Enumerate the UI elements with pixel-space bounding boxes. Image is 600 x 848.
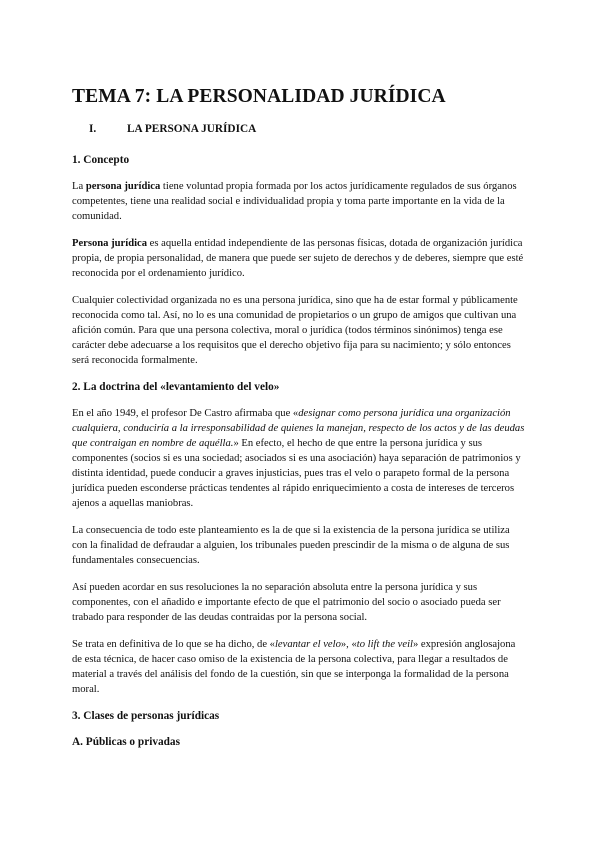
paragraph-7-phrase-es: levantar el velo <box>274 639 341 650</box>
paragraph-1-text-a: La <box>72 181 86 192</box>
subheading-clases: 3. Clases de personas jurídicas <box>72 710 220 722</box>
paragraph-7 <box>72 637 526 697</box>
section-title: LA PERSONA JURÍDICA <box>127 123 257 135</box>
paragraph-7-text-e: » expresión anglosajona de esta técnica, de hacer caso omiso de la existencia de la persona colectiva, para llegar a resultados de material a través del análisis del fondo de la cuestión, sin que se interponga la formalidad de la persona moral. <box>72 639 516 695</box>
subheading-publicas-privadas: A. Públicas o privadas <box>72 736 180 748</box>
paragraph-2 <box>72 236 526 281</box>
paragraph-4-quote: designar como persona jurídica una organización cualquiera, conduciría a la irresponsabilidad de quienes la manejan, respecto de los actos y de las deudas que contraigan en nombre de aquélla. <box>72 408 525 449</box>
paragraph-1-term: persona jurídica <box>85 181 161 192</box>
document-page <box>72 86 526 761</box>
paragraph-4-text-a: En el año 1949, el profesor De Castro afirmaba que « <box>72 408 299 419</box>
paragraph-4 <box>72 406 526 511</box>
section-number: I. <box>89 123 97 135</box>
paragraph-2-term: Persona jurídica <box>72 238 148 249</box>
paragraph-4-text-c: » En efecto, el hecho de que entre la persona jurídica y sus componentes (socios si es una sociedad; asociados si es una asociación) haya separación de patrimonios y distinta identidad, puede conducir a graves injusticias, pues tras el velo o parapeto formal de la persona jurídica pueden esconderse prácticas tendentes al rápido enriquecimiento a costa de intereses de terceros ajenos a aquellas maniobras. <box>72 438 521 509</box>
paragraph-3: Cualquier colectividad organizada no es una persona jurídica, sino que ha de estar formal y públicamente reconocida como tal. Así, no lo es una comunidad de propietarios o un grupo de amigos que cultivan una afición común. Para que una persona colectiva, moral o jurídica (todos términos sinónimos) tenga ese carácter debe adecuarse a los requisitos que el derecho objetivo fija para su nacimiento; y sólo entonces será reconocida formalmente. <box>72 295 518 366</box>
paragraph-6: Así pueden acordar en sus resoluciones la no separación absoluta entre la persona jurídica y sus componentes, con el añadido e importante efecto de que el patrimonio del socio o asociado pueda ser trabado para responder de las deudas contraidas por la persona social. <box>72 582 501 623</box>
paragraph-5: La consecuencia de todo este planteamiento es la de que si la existencia de la persona jurídica se utiliza con la finalidad de defraudar a alguien, los tribunales pueden prescindir de la misma o de alguna de sus fundamentales consecuencias. <box>72 525 510 566</box>
paragraph-7-text-a: Se trata en definitiva de lo que se ha dicho, de « <box>72 639 275 650</box>
subheading-concepto: 1. Concepto <box>72 154 130 166</box>
paragraph-1-text-c: tiene voluntad propia formada por los actos jurídicamente regulados de sus órganos competentes, tiene una realidad social e individualidad propia y toma parte importante en la vida de la comunidad. <box>72 181 517 222</box>
paragraph-1 <box>72 179 526 224</box>
paragraph-7-text-c: », « <box>340 639 357 650</box>
paragraph-2-text: es aquella entidad independiente de las personas físicas, dotada de organización jurídica propia, de propia personalidad, de manera que puede ser sujeto de derechos y de deberes, siempre que esté reconocida por el ordenamiento jurídico. <box>72 238 524 279</box>
paragraph-7-phrase-en: to lift the veil <box>356 639 413 650</box>
subheading-levantamiento: 2. La doctrina del «levantamiento del velo» <box>72 381 280 393</box>
document-title: TEMA 7: LA PERSONALIDAD JURÍDICA <box>72 86 446 107</box>
section-heading <box>89 122 526 136</box>
